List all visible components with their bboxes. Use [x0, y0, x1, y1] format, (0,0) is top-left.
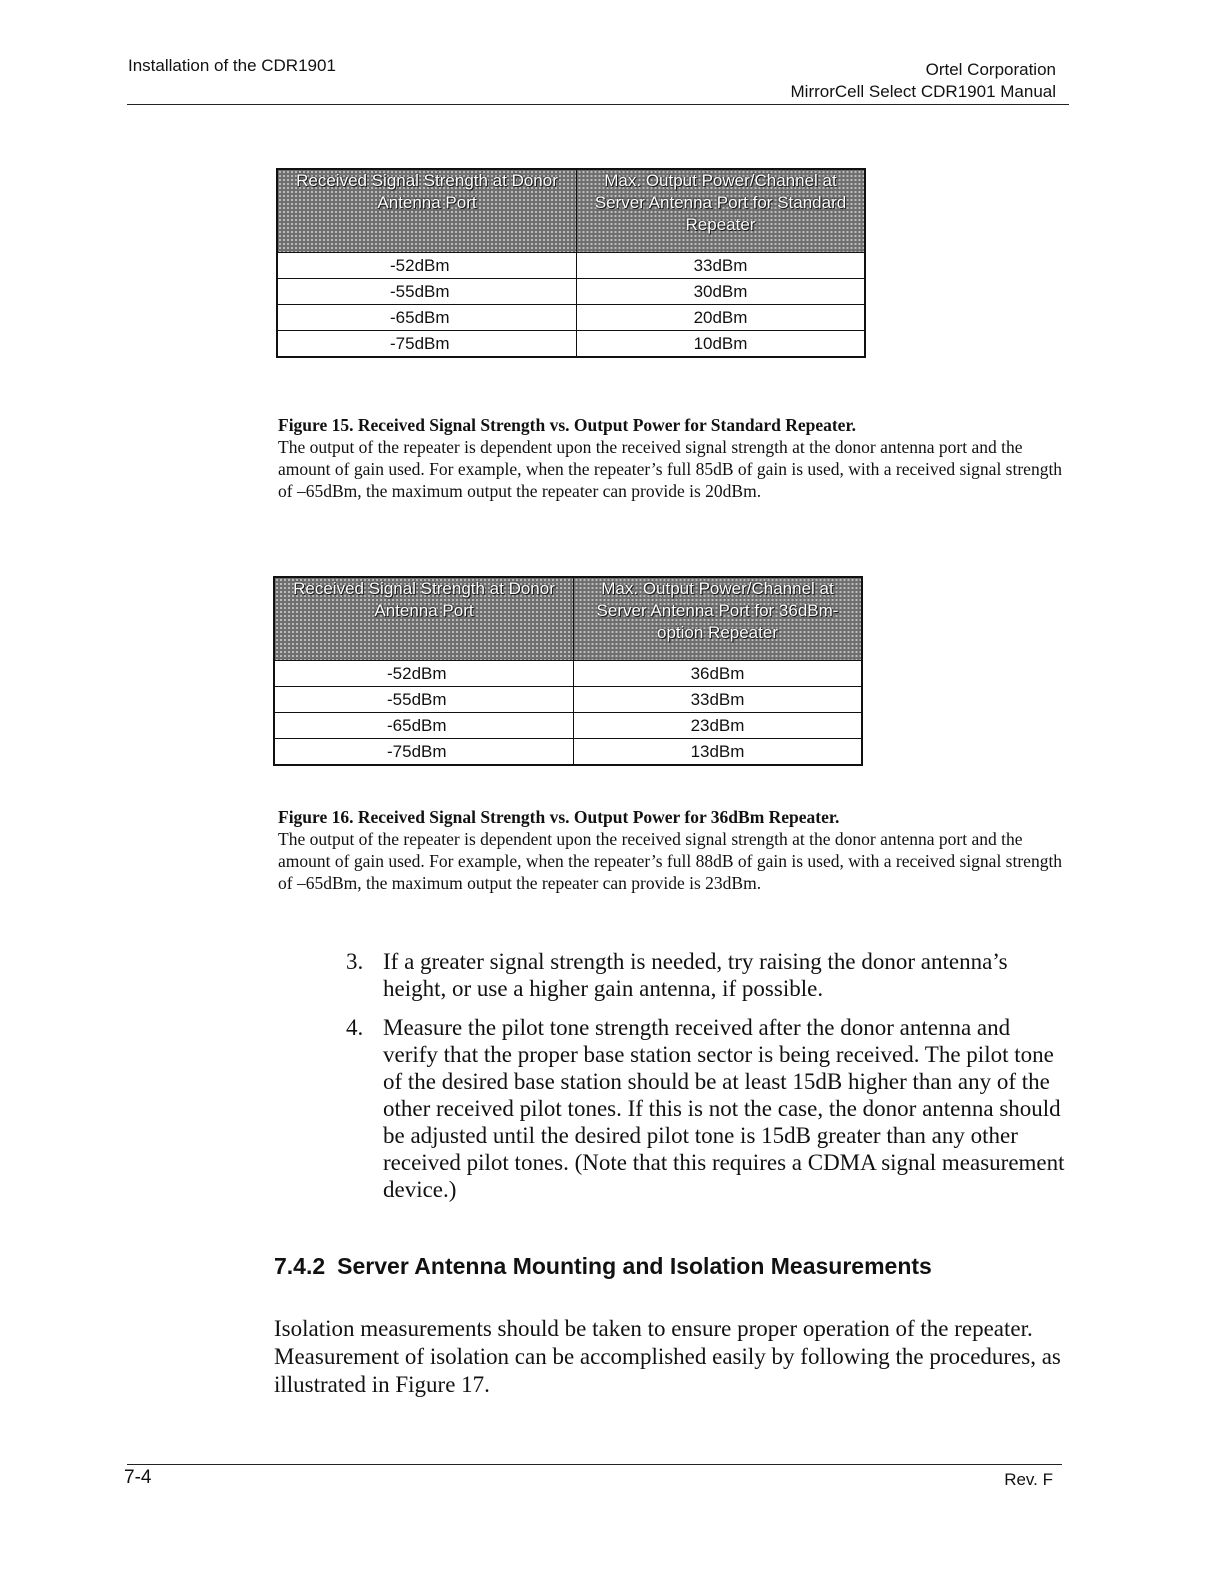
- list-item: [346, 1014, 1066, 1203]
- page-number: 7-4: [124, 1467, 152, 1488]
- figure-16-text: The output of the repeater is dependent upon the received signal strength at the donor antenna port and the amount of gain used. For example, when the repeater’s full 88dB of gain is used, with a received signal strength of –65dBm, the maximum output the repeater can provide is 23dBm.: [278, 829, 1063, 893]
- table-row: [277, 331, 865, 358]
- table-cell-signal: -55dBm: [274, 687, 574, 713]
- table-row: [274, 739, 862, 766]
- figure-16-title: Figure 16. Received Signal Strength vs. Output Power for 36dBm Repeater.: [278, 807, 840, 827]
- table-header-row: [277, 169, 865, 253]
- table-row: [274, 713, 862, 739]
- table-cell-signal: -52dBm: [277, 253, 577, 279]
- table-cell-output: 33dBm: [577, 253, 866, 279]
- table-cell-signal: -52dBm: [274, 661, 574, 687]
- table-row: [274, 687, 862, 713]
- column-header-received-signal: Received Signal Strength at Donor Antenna Port: [274, 577, 574, 661]
- list-item-number: 4.: [346, 1015, 364, 1040]
- section-number: 7.4.2: [274, 1253, 326, 1279]
- column-header-max-output: Max. Output Power/Channel at Server Antenna Port for Standard Repeater: [577, 169, 866, 253]
- table-row: [277, 253, 865, 279]
- list-item-text: If a greater signal strength is needed, try raising the donor antenna’s height, or use a higher gain antenna, if possible.: [383, 949, 1008, 1001]
- list-item-text: Measure the pilot tone strength received after the donor antenna and verify that the proper base station sector is being received. The pilot tone of the desired base station should be at least 15dB higher than any of the other received pilot tones. If this is not the case, the donor antenna should be adjusted until the desired pilot tone is 15dB greater than any other received pilot tones. (Note that this requires a CDMA signal measurement device.): [383, 1015, 1065, 1202]
- header-company-manual: [791, 59, 1056, 103]
- table-row: [274, 661, 862, 687]
- signal-power-table-standard: [276, 168, 866, 358]
- table-cell-signal: -65dBm: [277, 305, 577, 331]
- header-chapter-title: Installation of the CDR1901: [128, 56, 336, 75]
- table-row: [277, 279, 865, 305]
- signal-power-table-36dbm: [273, 576, 863, 766]
- figure-15-text: The output of the repeater is dependent upon the received signal strength at the donor antenna port and the amount of gain used. For example, when the repeater’s full 85dB of gain is used, with a received signal strength of –65dBm, the maximum output the repeater can provide is 20dBm.: [278, 437, 1063, 501]
- figure-15-caption: [278, 414, 1078, 502]
- table-cell-output: 10dBm: [577, 331, 866, 358]
- footer-rule: [127, 1464, 1062, 1465]
- list-item-number: 3.: [346, 949, 364, 974]
- column-header-max-output: Max. Output Power/Channel at Server Antenna Port for 36dBm-option Repeater: [574, 577, 863, 661]
- table-cell-output: 33dBm: [574, 687, 863, 713]
- header-manual-title: MirrorCell Select CDR1901 Manual: [790, 82, 1056, 101]
- header-rule: [127, 104, 1069, 105]
- revision-label: Rev. F: [1004, 1470, 1053, 1489]
- table-cell-output: 20dBm: [577, 305, 866, 331]
- table-header-row: [274, 577, 862, 661]
- table-cell-output: 30dBm: [577, 279, 866, 305]
- figure-15-title: Figure 15. Received Signal Strength vs. Output Power for Standard Repeater.: [278, 415, 856, 435]
- table-cell-output: 36dBm: [574, 661, 863, 687]
- column-header-received-signal: Received Signal Strength at Donor Antenna Port: [277, 169, 577, 253]
- table-cell-signal: -75dBm: [274, 739, 574, 766]
- table-cell-signal: -55dBm: [277, 279, 577, 305]
- table-cell-signal: -65dBm: [274, 713, 574, 739]
- table-cell-signal: -75dBm: [277, 331, 577, 358]
- header-company: Ortel Corporation: [925, 60, 1056, 79]
- section-title: Server Antenna Mounting and Isolation Measurements: [337, 1253, 932, 1279]
- table-cell-output: 23dBm: [574, 713, 863, 739]
- table-cell-output: 13dBm: [574, 739, 863, 766]
- table-row: [277, 305, 865, 331]
- body-paragraph: Isolation measurements should be taken to ensure proper operation of the repeater. Measurement of isolation can be accomplished easily by following the procedures, as illustrated in Figure 17.: [274, 1316, 1061, 1397]
- section-heading: [274, 1253, 932, 1280]
- figure-16-caption: [278, 806, 1078, 894]
- list-item: [346, 948, 1066, 1002]
